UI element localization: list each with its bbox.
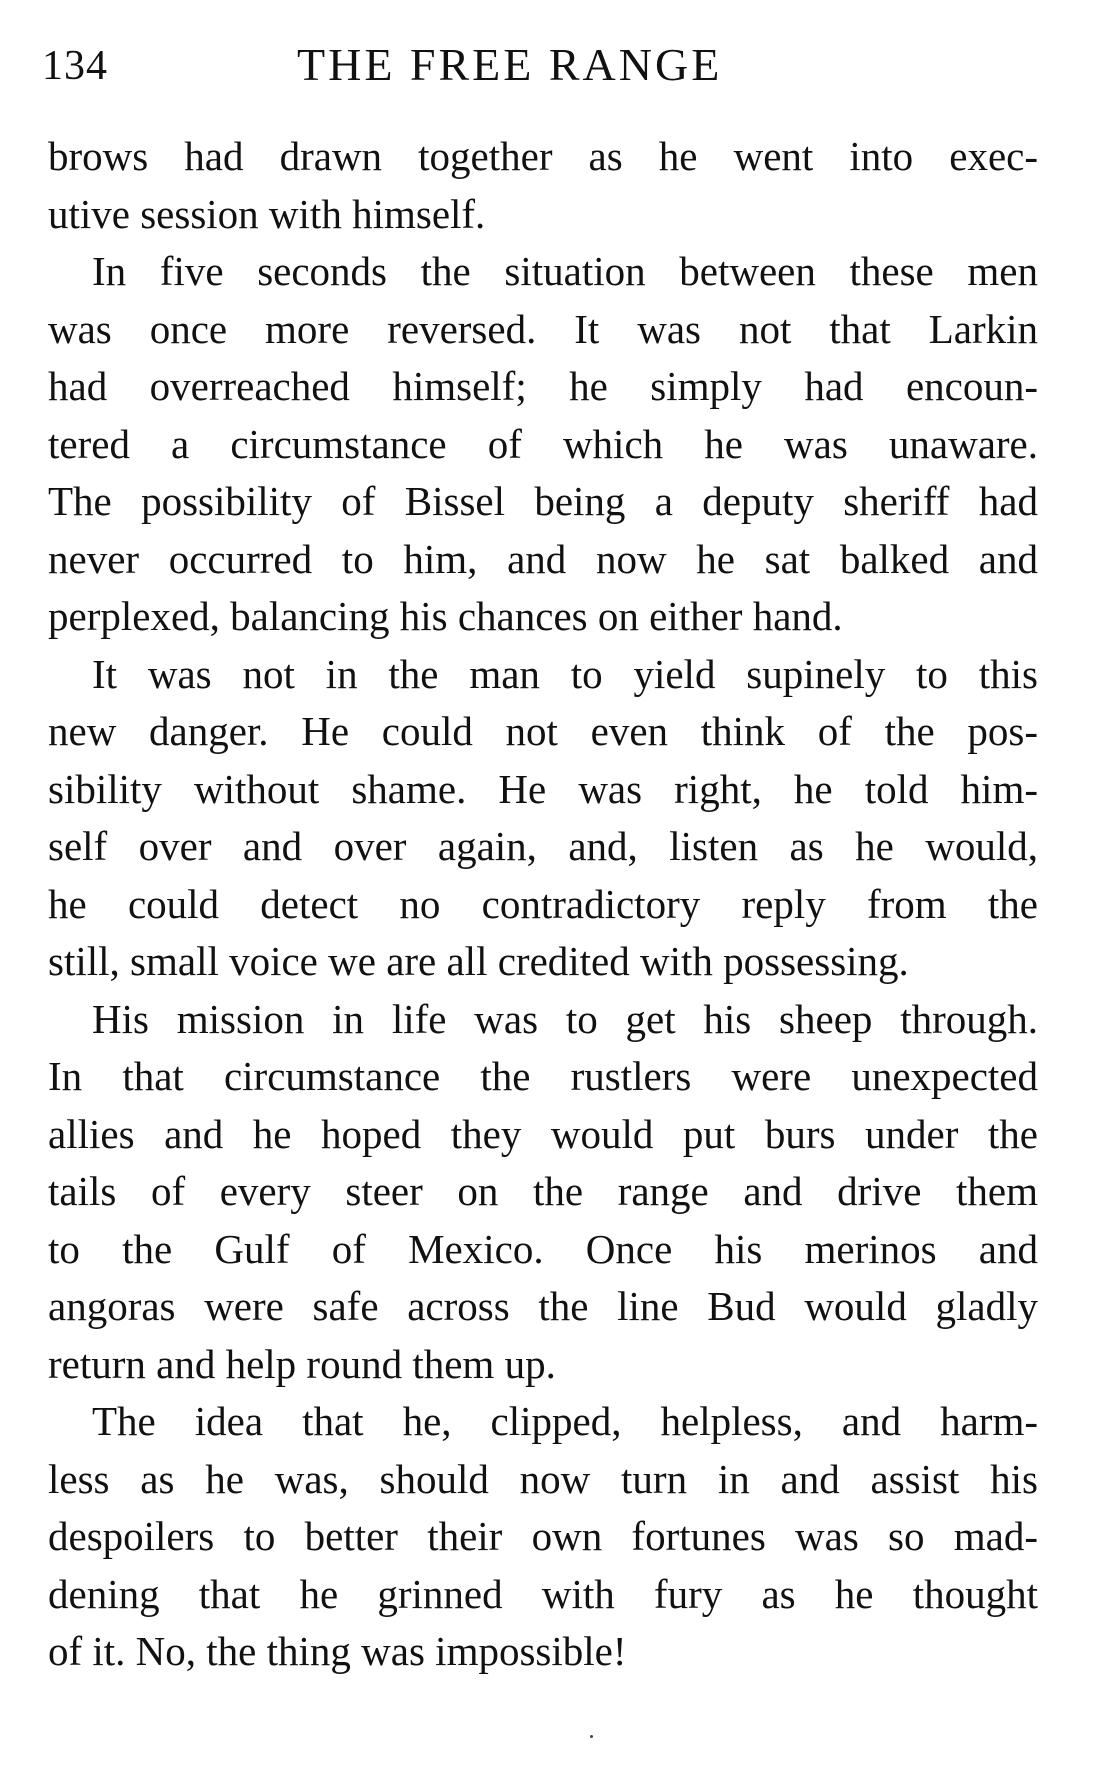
text-line: was once more reversed. It was not that Larkin — [48, 305, 1038, 352]
text-line: still, small voice we are all credited with possessing. — [48, 938, 909, 984]
text-line: self over and over again, and, listen as he would, — [48, 823, 1038, 869]
paragraph-2 — [48, 243, 1038, 646]
paragraph-5 — [48, 1393, 1038, 1681]
text-line: of it. No, the thing was impossible! — [48, 1628, 627, 1674]
text-line: tails of every steer on the range and drive them — [48, 1168, 1038, 1214]
text-line: angoras were safe across the line Bud would gladly — [48, 1283, 1038, 1329]
print-speck — [590, 1735, 593, 1738]
text-line: allies and he hoped they would put burs under the — [48, 1110, 1038, 1157]
paragraph-4 — [48, 991, 1038, 1394]
body-text — [48, 128, 1038, 1681]
text-line: The idea that he, clipped, helpless, and harm- — [92, 1398, 1038, 1444]
page-header — [42, 32, 1042, 92]
text-line: return and help round them up. — [48, 1340, 556, 1387]
text-line: despoilers to better their own fortunes was so mad- — [48, 1513, 1038, 1559]
text-line: never occurred to him, and now he sat balked and — [48, 535, 1038, 582]
text-line: he could detect no contradictory reply from the — [48, 880, 1038, 927]
running-title: THE FREE RANGE — [297, 39, 723, 90]
text-line: less as he was, should now turn in and assist his — [48, 1455, 1038, 1502]
text-line: dening that he grinned with fury as he thought — [48, 1570, 1038, 1617]
text-line: brows had drawn together as he went into exec- — [48, 133, 1038, 179]
text-line: perplexed, balancing his chances on either hand. — [48, 593, 843, 639]
text-line: It was not in the man to yield supinely to this — [92, 650, 1038, 697]
text-line: to the Gulf of Mexico. Once his merinos and — [48, 1225, 1038, 1272]
text-line: In that circumstance the rustlers were unexpected — [48, 1053, 1038, 1099]
paragraph-3 — [48, 646, 1038, 991]
paragraph-1 — [48, 128, 1038, 243]
page-number: 134 — [42, 43, 108, 89]
text-line: new danger. He could not even think of the pos- — [48, 708, 1038, 754]
text-line: had overreached himself; he simply had encoun- — [48, 363, 1038, 409]
text-line: His mission in life was to get his sheep through. — [92, 995, 1038, 1042]
text-line: sibility without shame. He was right, he told him- — [48, 765, 1038, 812]
text-line: In five seconds the situation between these men — [92, 248, 1038, 294]
text-line: The possibility of Bissel being a deputy sheriff had — [48, 478, 1038, 524]
text-line: tered a circumstance of which he was unaware. — [48, 420, 1038, 467]
text-line: utive session with himself. — [48, 190, 486, 237]
